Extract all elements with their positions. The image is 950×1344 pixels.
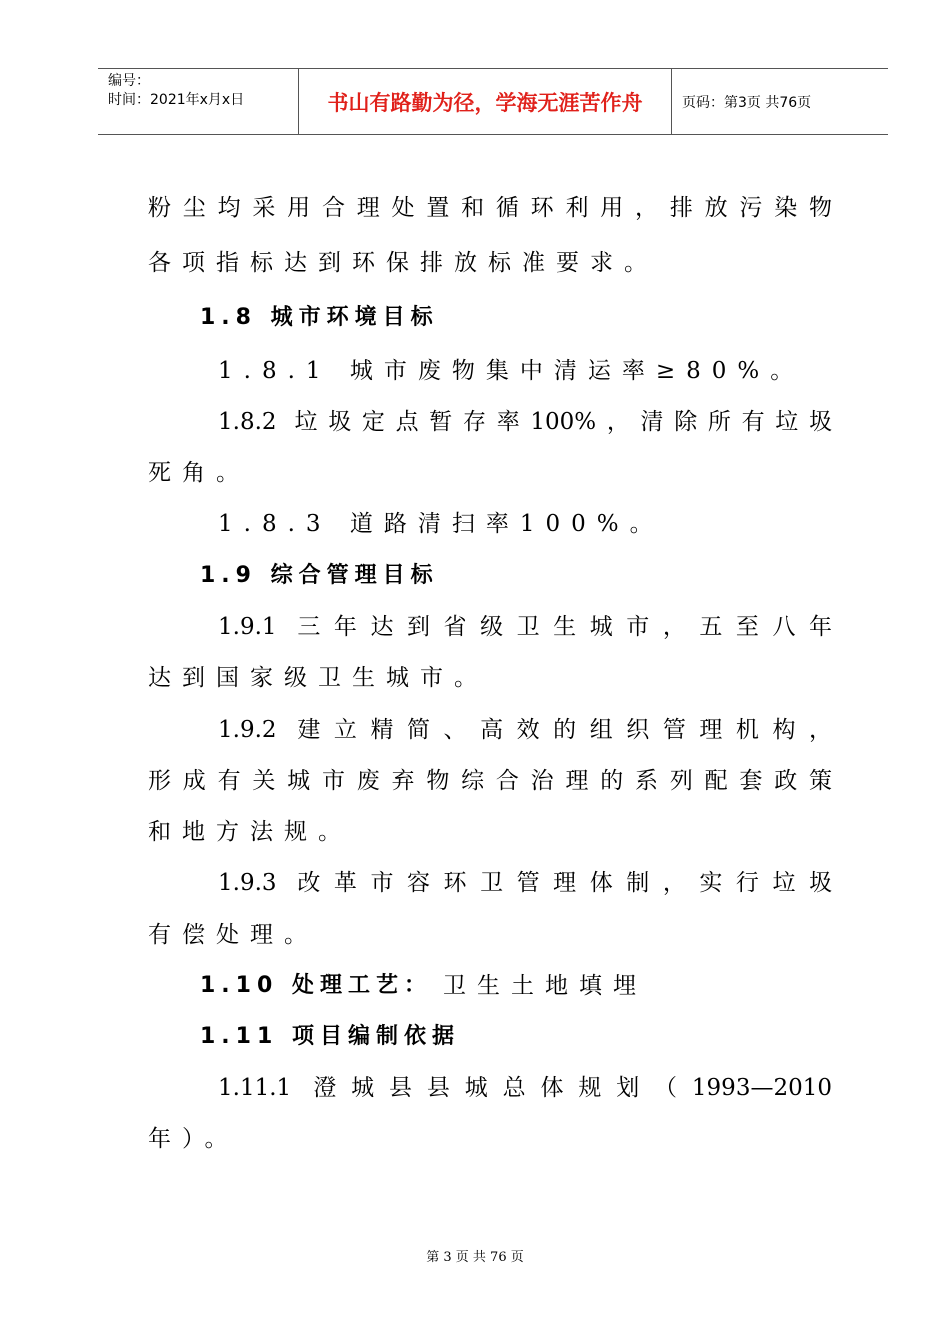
section-heading: 1.9 综合管理目标 bbox=[200, 563, 439, 588]
page-header bbox=[98, 68, 888, 135]
paragraph-line: 粉尘均采用合理处置和循环利用，排放污染物 bbox=[148, 195, 832, 221]
header-motto: 书山有路勤为径，学海无涯苦作舟 bbox=[299, 69, 672, 134]
paragraph-line: 和地方法规。 bbox=[148, 819, 352, 845]
paragraph-line: 1.8.3 道路清扫率100%。 bbox=[218, 511, 664, 537]
header-meta bbox=[98, 69, 299, 134]
section-heading: 1.11 项目编制依据 bbox=[200, 1024, 460, 1049]
paragraph-line: 达到国家级卫生城市。 bbox=[148, 665, 488, 691]
paragraph-line: 1.11.1 澄城县县城总体规划（1993—2010 bbox=[218, 1075, 832, 1101]
paragraph-line: 年）。 bbox=[148, 1126, 239, 1152]
paragraph-line: 各项指标达到环保排放标准要求。 bbox=[148, 250, 658, 276]
paragraph-line: 1.8.2 垃圾定点暂存率100%，清除所有垃圾 bbox=[218, 409, 832, 435]
paragraph-line: 卫生土地填埋 bbox=[443, 973, 647, 999]
time-label: 时间：2021年x月x日 bbox=[108, 92, 245, 108]
section-heading: 1.8 城市环境目标 bbox=[200, 305, 439, 330]
header-page-info: 页码：第3页 共76页 bbox=[682, 94, 812, 111]
paragraph-line: 1.9.2 建立精简、高效的组织管理机构， bbox=[218, 717, 832, 743]
paragraph-line: 1.9.1 三年达到省级卫生城市，五至八年 bbox=[218, 614, 832, 640]
page-footer: 第 3 页 共 76 页 bbox=[426, 1250, 524, 1265]
paragraph-line: 1.9.3 改革市容环卫管理体制，实行垃圾 bbox=[218, 870, 832, 896]
number-label: 编号： bbox=[108, 73, 150, 89]
section-heading: 1.10 处理工艺： bbox=[200, 973, 432, 998]
paragraph-line: 死角。 bbox=[148, 460, 250, 486]
paragraph-line: 有偿处理。 bbox=[148, 922, 318, 948]
paragraph-line: 1.8.1 城市废物集中清运率≥80%。 bbox=[218, 358, 805, 384]
paragraph-line: 形成有关城市废弃物综合治理的系列配套政策 bbox=[148, 768, 832, 794]
